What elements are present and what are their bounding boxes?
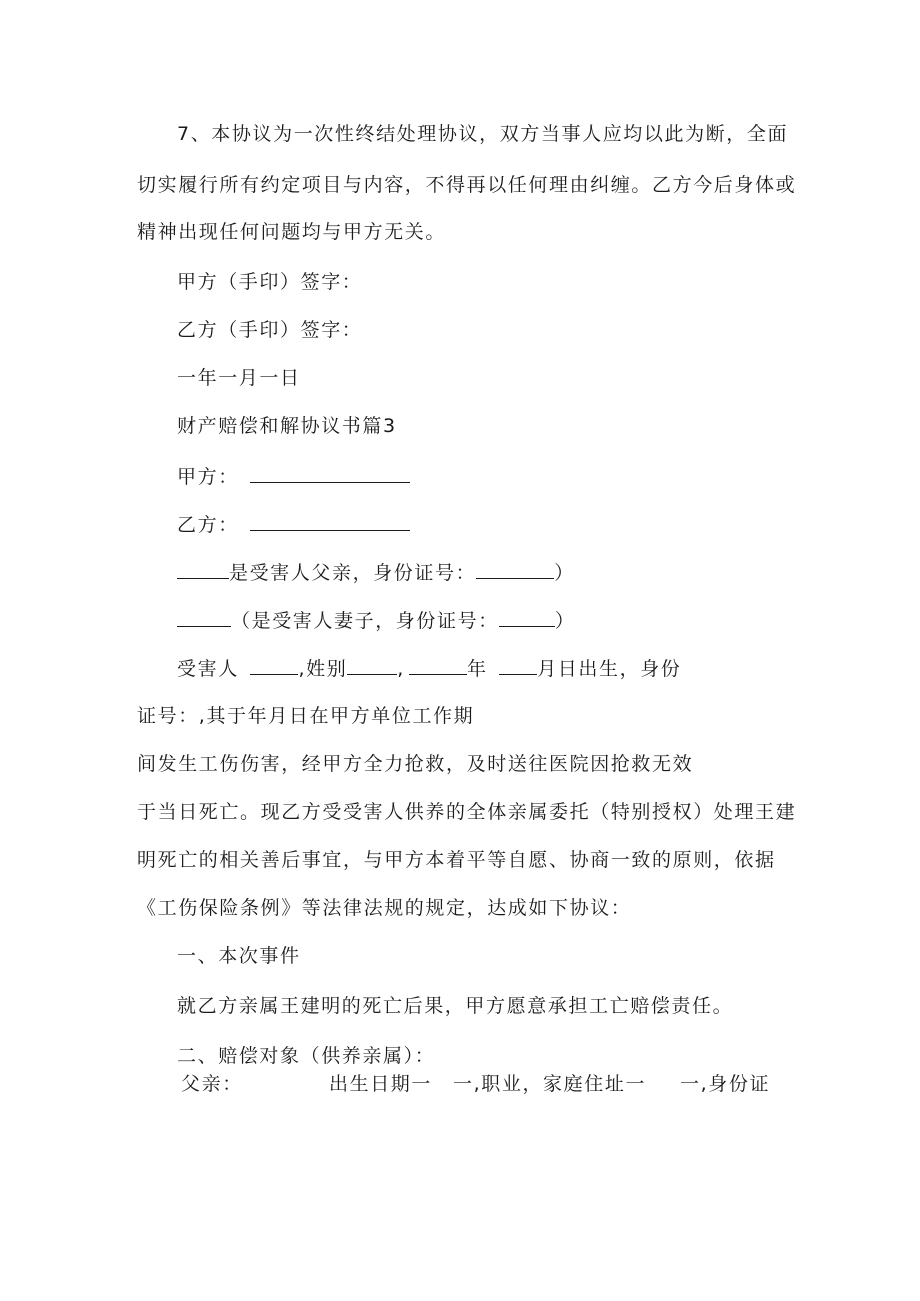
father-info-label: 父亲： [181, 1073, 243, 1095]
paragraph-7-line-2: 切实履行所有约定项目与内容，不得再以任何理由纠缠。乙方今后身体或 [137, 174, 797, 196]
id-card-label: 一,身份证 [680, 1073, 771, 1095]
party-b-blank [250, 512, 410, 531]
date-line: 一年一月一日 [177, 367, 301, 389]
matters-line: 明死亡的相关善后事宜，与甲方本着平等自愿、协商一致的原则，依据 [137, 849, 776, 871]
party-a-label: 甲方： [177, 466, 239, 488]
victim-gender-label: ,姓别 [298, 658, 348, 680]
father-close: ） [554, 562, 575, 584]
job-address-label: 一,职业，家庭住址一 [453, 1073, 647, 1095]
victim-gender-blank [347, 656, 397, 675]
paragraph-7-line-3: 精神出现任何问题均与甲方无关。 [137, 221, 447, 243]
party-b-line [177, 512, 410, 537]
party-a-signature: 甲方（手印）签字： [177, 271, 363, 293]
victim-comma: , [397, 658, 405, 680]
heading-1: 一、本次事件 [177, 945, 301, 967]
father-name-blank [177, 560, 229, 579]
wife-id-blank [499, 608, 555, 627]
father-text: 是受害人父亲，身份证号： [229, 562, 477, 584]
injury-line: 间发生工伤伤害，经甲方全力抢救，及时送往医院因抢救无效 [137, 753, 694, 775]
section-title: 财产赔偿和解协议书篇3 [177, 415, 397, 437]
law-line: 《工伤保险条例》等法律法规的规定，达成如下协议： [137, 897, 632, 919]
death-line: 于当日死亡。现乙方受受害人供养的全体亲属委托（特别授权）处理王建 [137, 801, 797, 823]
victim-month-blank [499, 656, 537, 675]
party-a-blank [250, 464, 410, 483]
victim-birth-label: 月日出生，身份 [537, 658, 682, 680]
father-line [177, 560, 575, 585]
victim-year-blank [409, 656, 467, 675]
paragraph-7-line-1: 7、本协议为一次性终结处理协议，双方当事人应均以此为断，全面 [177, 123, 789, 145]
birth-date-label: 出生日期一 [329, 1073, 433, 1095]
paragraph-1: 就乙方亲属王建明的死亡后果，甲方愿意承担工亡赔偿责任。 [177, 995, 734, 1017]
party-b-label: 乙方： [177, 514, 239, 536]
heading-2: 二、赔偿对象（供养亲属）： [177, 1045, 436, 1067]
victim-name-blank [250, 656, 298, 675]
id-line: 证号：,其于年月日在甲方单位工作期 [137, 705, 475, 727]
wife-text: （是受害人妻子，身份证号： [231, 610, 499, 632]
party-b-signature: 乙方（手印）签字： [177, 319, 363, 341]
father-id-blank [476, 560, 554, 579]
party-a-line [177, 464, 410, 489]
victim-label: 受害人 [177, 658, 239, 680]
wife-close: ） [554, 610, 576, 632]
wife-line [177, 608, 575, 633]
victim-line [177, 656, 681, 681]
wife-name-blank [177, 608, 231, 627]
victim-year-label: 年 [466, 658, 488, 680]
